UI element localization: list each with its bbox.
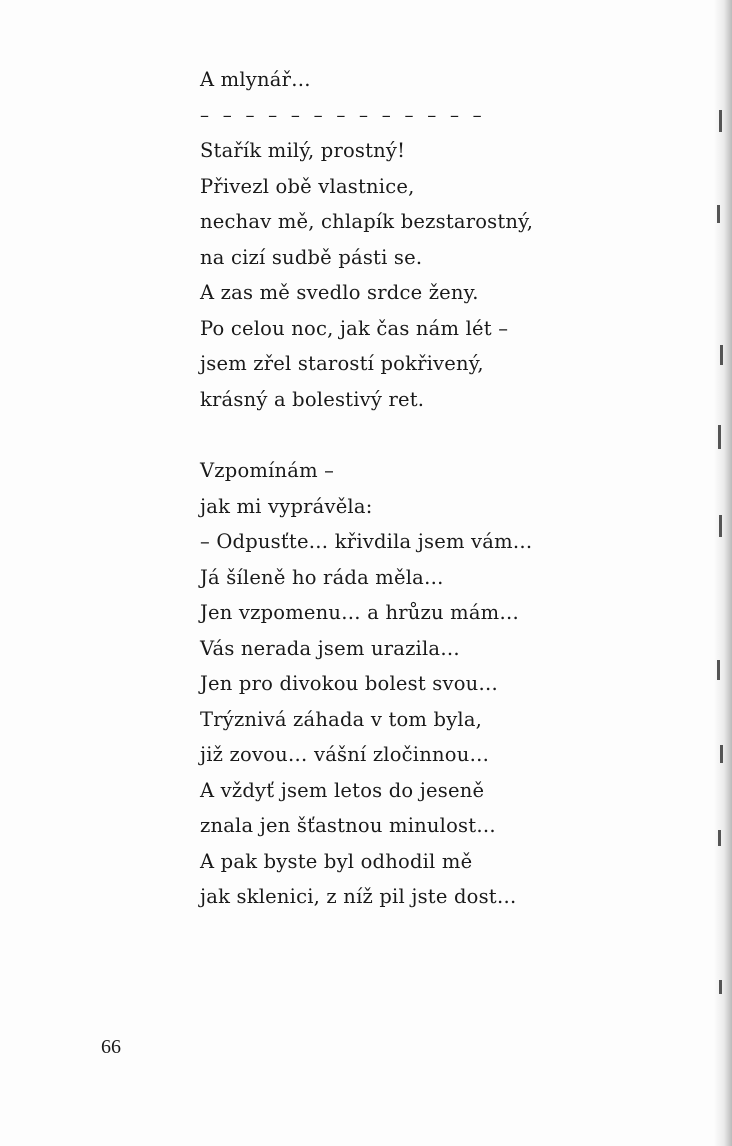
poem-line: Po celou noc, jak čas nám lét – xyxy=(200,316,509,340)
poem-line: Vzpomínám – xyxy=(200,459,335,482)
poem-line: krásný a bolestivý ret. xyxy=(200,387,425,411)
poem-line: jak mi vyprávěla: xyxy=(200,494,373,518)
binding-mark xyxy=(718,425,721,449)
poem-line: na cizí sudbě pásti se. xyxy=(200,245,423,269)
poem-line: Já šíleně ho ráda měla… xyxy=(200,565,444,589)
poem-line: Přivezl obě vlastnice, xyxy=(200,174,415,198)
poem-line: jsem zřel starostí pokřivený, xyxy=(200,352,484,375)
binding-mark xyxy=(719,515,722,537)
binding-mark xyxy=(717,660,720,680)
binding-mark xyxy=(717,205,720,223)
binding-mark xyxy=(720,345,723,365)
dash-separator: – – – – – – – – – – – – – xyxy=(200,104,486,126)
poem-line: Jen vzpomenu… a hrůzu mám… xyxy=(200,601,520,624)
binding-mark xyxy=(719,110,722,132)
poem-line: A mlynář… xyxy=(200,68,311,91)
poem-line: jak sklenici, z níž pil jste dost… xyxy=(200,885,517,908)
poem-line: již zovou… vášní zločinnou… xyxy=(200,743,490,766)
binding-edge xyxy=(714,0,732,1146)
poem-line: Stařík milý, prostný! xyxy=(200,139,406,162)
binding-mark xyxy=(719,980,722,994)
poem-line: Jen pro divokou bolest svou… xyxy=(200,672,499,695)
binding-mark xyxy=(718,830,721,846)
binding-mark xyxy=(720,745,723,763)
poem-line: – Odpusťte… křivdila jsem vám… xyxy=(200,530,533,553)
poem-line: nechav mě, chlapík bezstarostný, xyxy=(200,210,534,233)
poem-line: A zas mě svedlo srdce ženy. xyxy=(200,281,479,304)
poem-text xyxy=(200,62,630,915)
poem-line: Trýznivá záhada v tom byla, xyxy=(200,707,483,731)
page-number: 66 xyxy=(101,1036,121,1058)
poem-line: A vždyť jsem letos do jeseně xyxy=(200,778,485,802)
poem-line: A pak byste byl odhodil mě xyxy=(200,849,473,873)
poem-line: Vás nerada jsem urazila… xyxy=(200,636,460,660)
poem-line: znala jen šťastnou minulost… xyxy=(200,814,496,837)
stanza-gap xyxy=(200,417,630,453)
